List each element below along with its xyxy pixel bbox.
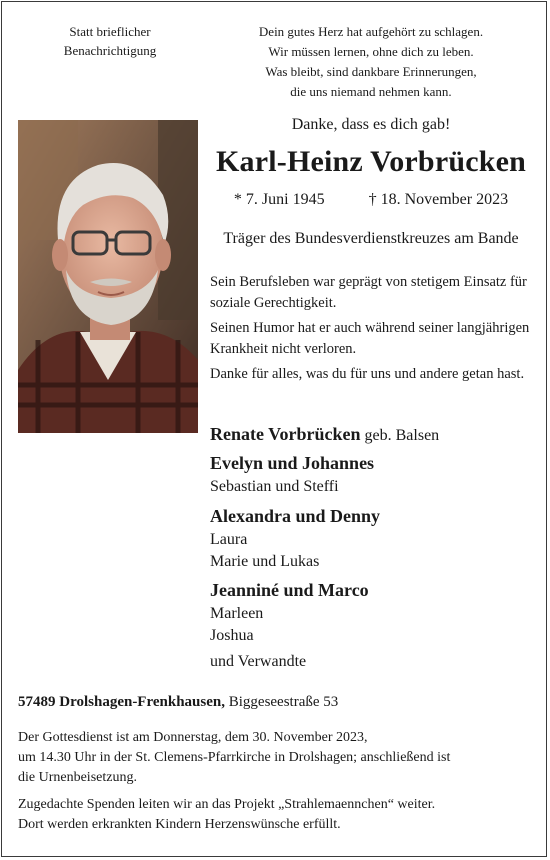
family-head: Alexandra und Denny xyxy=(210,506,381,526)
donation-line: Zugedachte Spenden leiten wir an das Projekt „Strahlemaennchen“ weiter. xyxy=(18,797,436,812)
address-street: Biggeseestraße 53 xyxy=(228,694,339,710)
poem-line: die uns niemand nehmen kann. xyxy=(290,84,452,99)
family-child: Sebastian und Steffi xyxy=(210,478,339,495)
poem-line: Wir müssen lernen, ohne dich zu leben. xyxy=(268,44,474,59)
tribute-text xyxy=(210,272,530,389)
family-child: Joshua xyxy=(210,627,254,644)
award-line: Träger des Bundesverdienstkreuzes am Bande xyxy=(223,230,519,247)
service-info xyxy=(18,728,538,788)
family-group xyxy=(210,505,530,573)
life-dates xyxy=(200,191,542,209)
poem-line: Was bleibt, sind dankbare Erinnerungen, xyxy=(265,64,477,79)
portrait-illustration xyxy=(18,120,198,433)
deceased-name: Karl-Heinz Vorbrücken xyxy=(215,145,527,178)
family-child: Laura xyxy=(210,531,248,548)
family-child: Marie und Lukas xyxy=(210,553,320,570)
service-line: um 14.30 Uhr in der St. Clemens-Pfarrkirche in Drolshagen; anschließend ist xyxy=(18,750,451,765)
family-head: Jeanniné und Marco xyxy=(210,580,369,600)
widow-line xyxy=(210,423,530,447)
notice-line: Benachrichtigung xyxy=(63,43,157,58)
thanks-line: Danke, dass es dich gab! xyxy=(291,116,451,133)
family-child: Marleen xyxy=(210,605,264,622)
address-place: 57489 Drolshagen-Frenkhausen, xyxy=(18,694,225,710)
tribute-paragraph: Sein Berufsleben war geprägt von stetigem Einsatz für soziale Gerechtigkeit. xyxy=(210,274,527,311)
donation-line: Dort werden erkrankten Kindern Herzenswünsche erfüllt. xyxy=(18,817,341,832)
widow-name: Renate Vorbrücken xyxy=(210,424,361,444)
tribute-paragraph: Danke für alles, was du für uns und andere getan hast. xyxy=(210,366,525,382)
donation-info xyxy=(18,795,538,835)
birth-date: * 7. Juni 1945 xyxy=(233,191,325,208)
widow-maiden-name: geb. Balsen xyxy=(364,427,440,444)
poem-line: Dein gutes Herz hat aufgehört zu schlagen. xyxy=(258,24,484,39)
death-date: † 18. November 2023 xyxy=(368,191,509,208)
poem xyxy=(220,22,522,102)
service-line: Der Gottesdienst ist am Donnerstag, dem 30. November 2023, xyxy=(18,730,368,745)
tribute-paragraph: Seinen Humor hat er auch während seiner langjährigen Krankheit nicht verloren. xyxy=(210,320,530,357)
family-group xyxy=(210,452,530,498)
family-head: Evelyn und Johannes xyxy=(210,453,375,473)
address xyxy=(18,694,538,711)
family-group xyxy=(210,579,530,647)
portrait-photo xyxy=(18,120,198,433)
service-line: die Urnenbeisetzung. xyxy=(18,770,137,785)
notice-text xyxy=(30,22,190,60)
notice-line: Statt brieflicher xyxy=(69,24,151,39)
relatives-line: und Verwandte xyxy=(210,653,307,670)
